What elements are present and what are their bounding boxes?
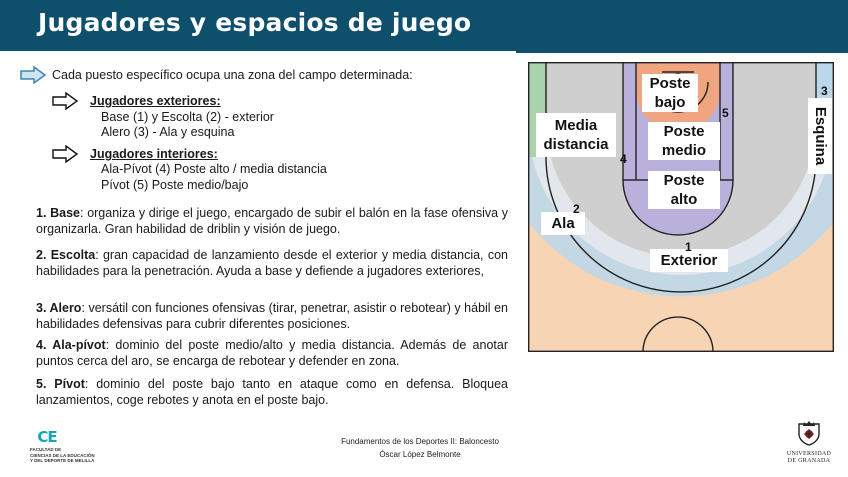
arrow-right-icon <box>20 66 46 84</box>
zone-label-poste-bajo: Poste bajo <box>642 74 698 112</box>
position-number-2: 2 <box>573 202 580 216</box>
university-name-line: DE GRANADA <box>787 458 831 464</box>
faculty-logo-mark: CE <box>37 428 57 446</box>
slide-title: Jugadores y espacios de juego <box>38 8 472 37</box>
group-line: Base (1) y Escolta (2) - exterior <box>101 110 274 124</box>
group-line: Ala-Pívot (4) Poste alto / media distancia <box>101 162 327 176</box>
title-bar <box>0 0 848 51</box>
zone-label-ala: Ala <box>541 212 585 235</box>
description-escolta <box>36 248 508 279</box>
zone-label-exterior: Exterior <box>650 249 728 272</box>
court-diagram <box>528 62 834 352</box>
description-base <box>36 206 508 237</box>
arrow-right-icon <box>52 145 78 163</box>
position-number-1: 1 <box>685 240 692 254</box>
description-term: 1. Base <box>36 206 81 220</box>
group-title-interiores: Jugadores interiores: <box>90 147 218 161</box>
description-term: 2. Escolta <box>36 248 96 262</box>
footer-credits <box>320 435 520 461</box>
group-line: Pívot (5) Poste medio/bajo <box>101 178 249 192</box>
faculty-logo-line: FACULTAD DE <box>30 447 62 452</box>
arrow-right-icon <box>52 92 78 110</box>
faculty-logo <box>30 428 100 464</box>
faculty-logo-line: Y DEL DEPORTE DE MELILLA <box>30 458 95 463</box>
group-title-exteriores: Jugadores exteriores: <box>90 94 221 108</box>
group-line: Alero (3) - Ala y esquina <box>101 125 235 139</box>
intro-text: Cada puesto específico ocupa una zona del campo determinada: <box>52 68 413 82</box>
zone-label-esquina: Esquina <box>808 98 832 174</box>
university-name-line: UNIVERSIDAD <box>786 451 832 457</box>
description-ala-pivot <box>36 338 508 369</box>
description-pivot <box>36 377 508 408</box>
zone-label-poste-medio: Poste medio <box>648 122 720 160</box>
position-number-4: 4 <box>620 152 627 166</box>
faculty-logo-line: CIENCIAS DE LA EDUCACIÓN <box>30 452 95 458</box>
title-bar-edge <box>516 51 848 53</box>
description-text: : dominio del poste bajo tanto en ataque como en defensa. Bloquea lanzamientos, coge rebotes y anota en el poste bajo. <box>36 377 508 407</box>
author-name: Óscar López Belmonte <box>379 450 461 459</box>
course-name: Fundamentos de los Deportes II: Baloncesto <box>341 437 499 446</box>
description-text: : organiza y dirige el juego, encargado de subir el balón en la fase ofensiva y organizarla. Gran habilidad de driblin y visión de juego. <box>36 206 508 236</box>
description-text: : dominio del poste medio/alto y media distancia. Además de anotar puntos cerca del aro, se encarga de rebotear y defender en zona. <box>36 338 508 368</box>
university-logo <box>778 420 840 465</box>
position-number-5: 5 <box>722 106 729 120</box>
position-number-3: 3 <box>821 84 828 98</box>
description-alero <box>36 301 508 332</box>
description-term: 3. Alero <box>36 301 82 315</box>
description-term: 4. Ala-pívot <box>36 338 106 352</box>
description-term: 5. Pívot <box>36 377 85 391</box>
university-crest-icon <box>795 420 823 446</box>
zone-label-media-distancia: Media distancia <box>536 113 616 157</box>
zone-label-poste-alto: Poste alto <box>648 171 720 209</box>
description-text: : gran capacidad de lanzamiento desde el exterior y media distancia, con habilidades para la penetración. Ayuda a base y defiende a jugadores exteriores, <box>36 248 508 278</box>
description-text: : versátil con funciones ofensivas (tirar, penetrar, asistir o rebotear) y hábil en habilidades defensivas para cubrir diferentes posiciones. <box>36 301 509 331</box>
